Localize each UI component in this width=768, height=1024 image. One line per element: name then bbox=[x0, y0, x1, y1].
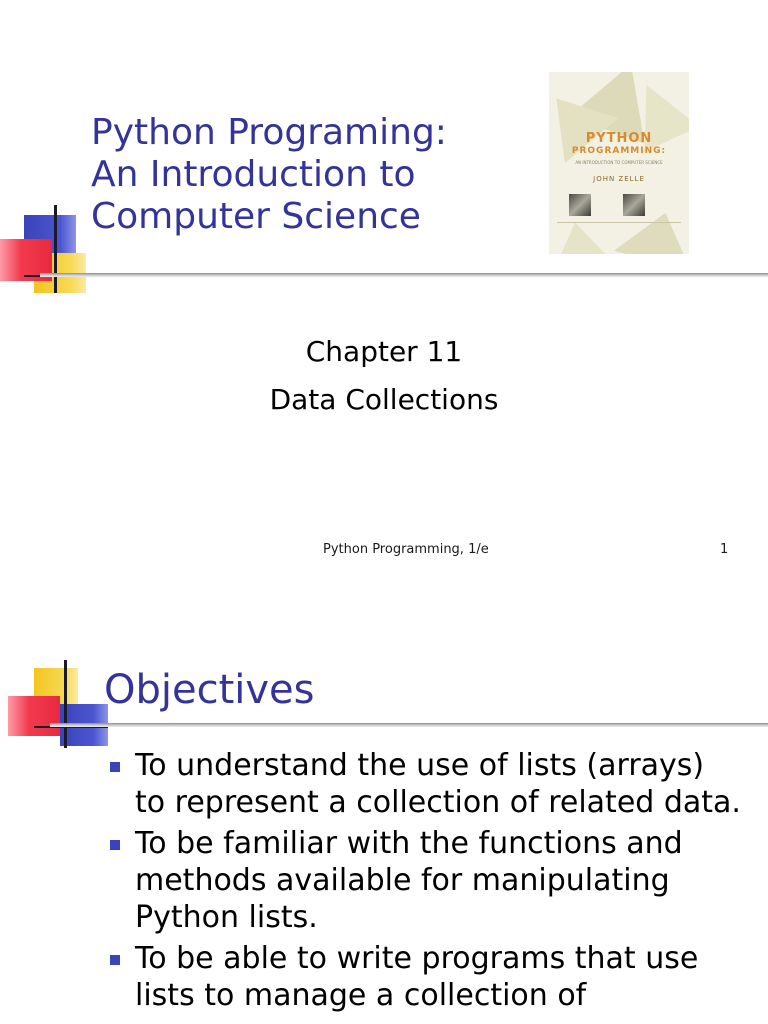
list-item bbox=[108, 747, 758, 821]
title-line: Computer Science bbox=[91, 196, 421, 237]
title-line: An Introduction to bbox=[91, 154, 416, 195]
bullet-line: To be familiar with the functions and bbox=[135, 826, 683, 861]
cover-title-line: PYTHON bbox=[585, 131, 653, 146]
bullet-line: To understand the use of lists (arrays) bbox=[135, 748, 705, 783]
chapter-title: Data Collections bbox=[269, 383, 499, 416]
logo-vertical-line bbox=[54, 205, 57, 293]
chapter-number: Chapter 11 bbox=[305, 335, 463, 368]
logo-red-square bbox=[8, 696, 60, 736]
book-cover-image bbox=[549, 72, 689, 254]
slide-logo-squares bbox=[8, 660, 108, 750]
cover-photo bbox=[623, 194, 645, 216]
bullet-line: To be able to write programs that use bbox=[135, 941, 699, 976]
slide-title-text bbox=[91, 112, 531, 238]
slide-footer-text: Python Programming, 1/e bbox=[323, 542, 489, 557]
title-underline-rule bbox=[40, 273, 768, 277]
cover-author: JOHN ZELLE bbox=[593, 175, 645, 183]
cover-footer-line bbox=[557, 222, 681, 223]
cover-subtitle: AN INTRODUCTION TO COMPUTER SCIENCE bbox=[575, 160, 663, 165]
bullet-square-icon bbox=[110, 955, 120, 965]
bullet-line: methods available for manipulating bbox=[135, 863, 670, 898]
cover-photo bbox=[569, 194, 591, 216]
bullet-line: lists to manage a collection of bbox=[135, 978, 587, 1013]
list-item bbox=[108, 940, 758, 1014]
objectives-list bbox=[108, 747, 758, 1018]
logo-vertical-line bbox=[64, 660, 67, 748]
title-underline-rule bbox=[50, 723, 768, 727]
list-item bbox=[108, 825, 758, 936]
slide-title-text: Objectives bbox=[104, 667, 315, 713]
bullet-square-icon bbox=[110, 762, 120, 772]
cover-title bbox=[549, 132, 689, 158]
bullet-square-icon bbox=[110, 840, 120, 850]
title-line: Python Programing: bbox=[91, 112, 447, 153]
bullet-line: Python lists. bbox=[135, 900, 318, 935]
slide-page-number: 1 bbox=[720, 542, 729, 557]
bullet-line: to represent a collection of related data. bbox=[135, 785, 741, 820]
cover-title-line: PROGRAMMING: bbox=[571, 146, 667, 156]
slide-logo-squares bbox=[0, 205, 100, 295]
slide-objectives bbox=[0, 620, 768, 1024]
chapter-heading bbox=[0, 328, 768, 424]
